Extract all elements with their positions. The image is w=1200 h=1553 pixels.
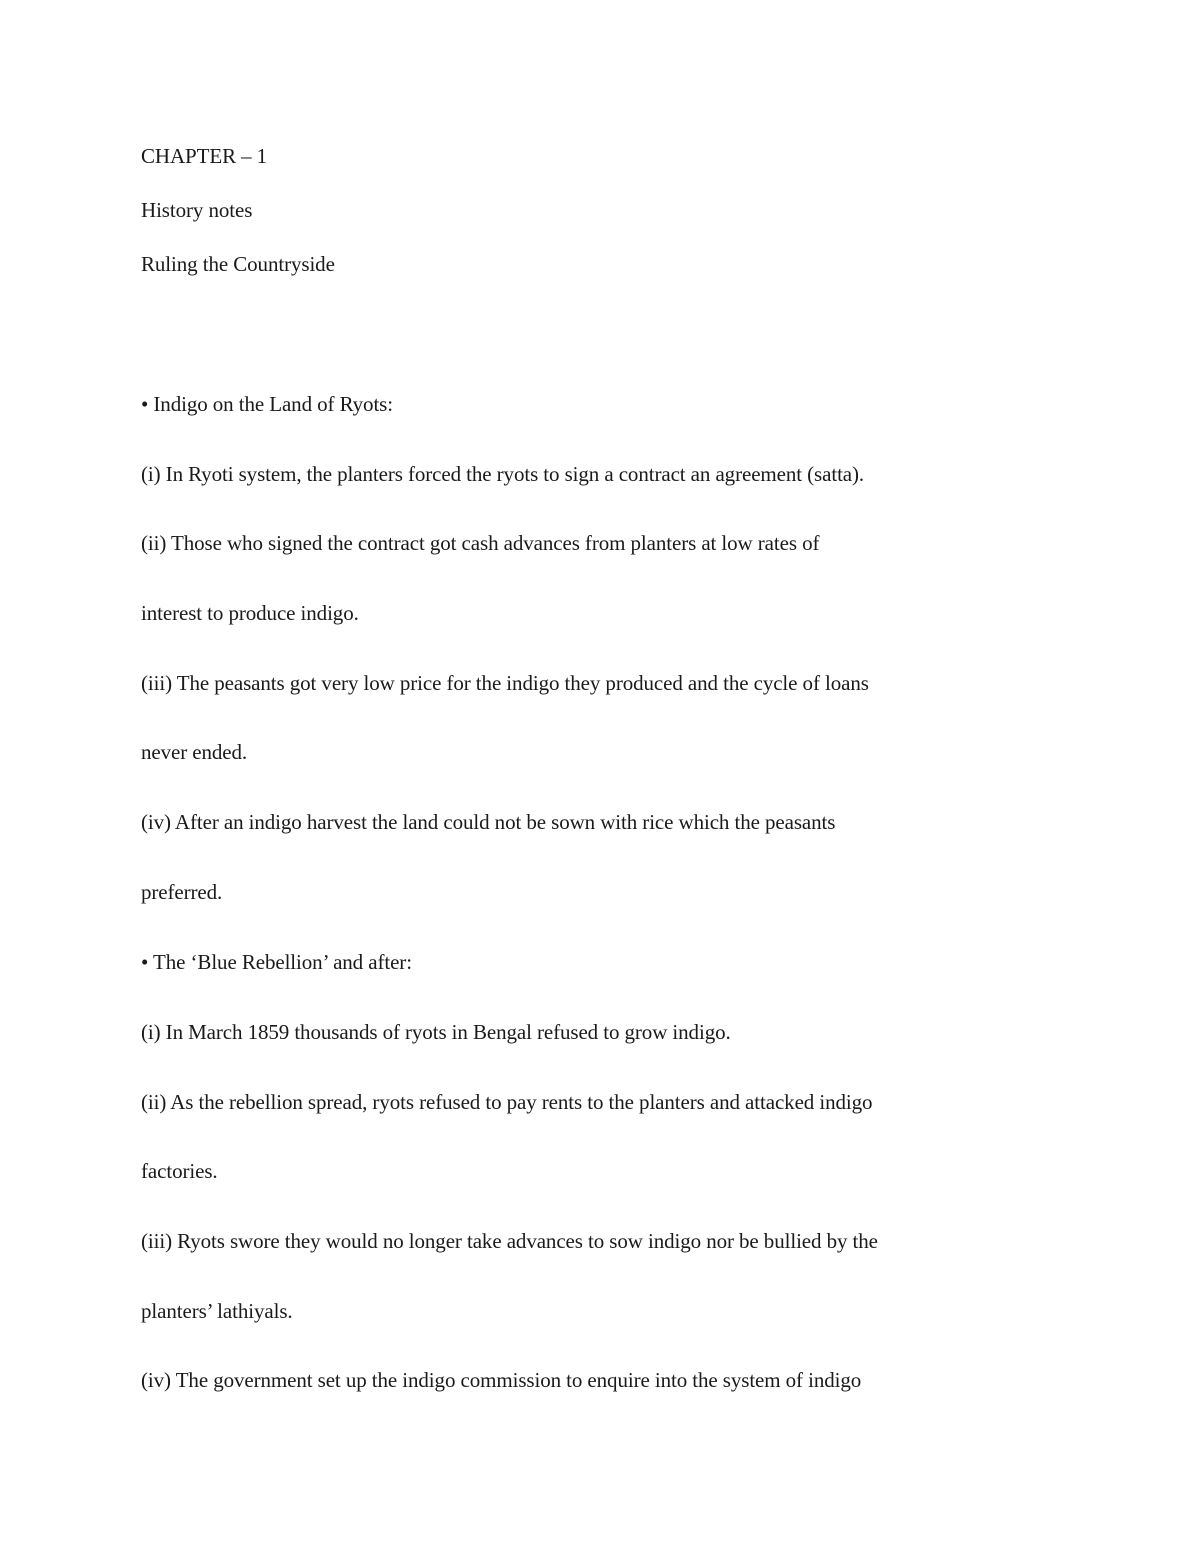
paragraph-line: (iii) The peasants got very low price for the indigo they produced and the cycle of loans (141, 671, 869, 695)
paragraph-line: planters’ lathiyals. (141, 1299, 293, 1323)
paragraph-line: interest to produce indigo. (141, 601, 359, 625)
document-title: Ruling the Countryside (141, 252, 335, 276)
paragraph-line: preferred. (141, 880, 223, 904)
paragraph-line: (iv) After an indigo harvest the land could not be sown with rice which the peasants (141, 810, 836, 834)
section-heading-indigo: • Indigo on the Land of Ryots: (141, 392, 393, 416)
chapter-heading: CHAPTER – 1 (141, 144, 268, 168)
paragraph-line: (i) In Ryoti system, the planters forced the ryots to sign a contract an agreement (satta). (141, 462, 865, 486)
paragraph-line: (iii) Ryots swore they would no longer take advances to sow indigo nor be bullied by the (141, 1229, 878, 1253)
paragraph-line: (ii) As the rebellion spread, ryots refused to pay rents to the planters and attacked indigo (141, 1090, 873, 1114)
paragraph-line: never ended. (141, 740, 248, 764)
subject-label: History notes (141, 198, 253, 222)
section-heading-blue-rebellion: • The ‘Blue Rebellion’ and after: (141, 950, 412, 974)
paragraph-line: (iv) The government set up the indigo commission to enquire into the system of indigo (141, 1368, 862, 1392)
paragraph-line: (i) In March 1859 thousands of ryots in Bengal refused to grow indigo. (141, 1020, 731, 1044)
paragraph-line: (ii) Those who signed the contract got cash advances from planters at low rates of (141, 531, 820, 555)
paragraph-line: factories. (141, 1159, 218, 1183)
